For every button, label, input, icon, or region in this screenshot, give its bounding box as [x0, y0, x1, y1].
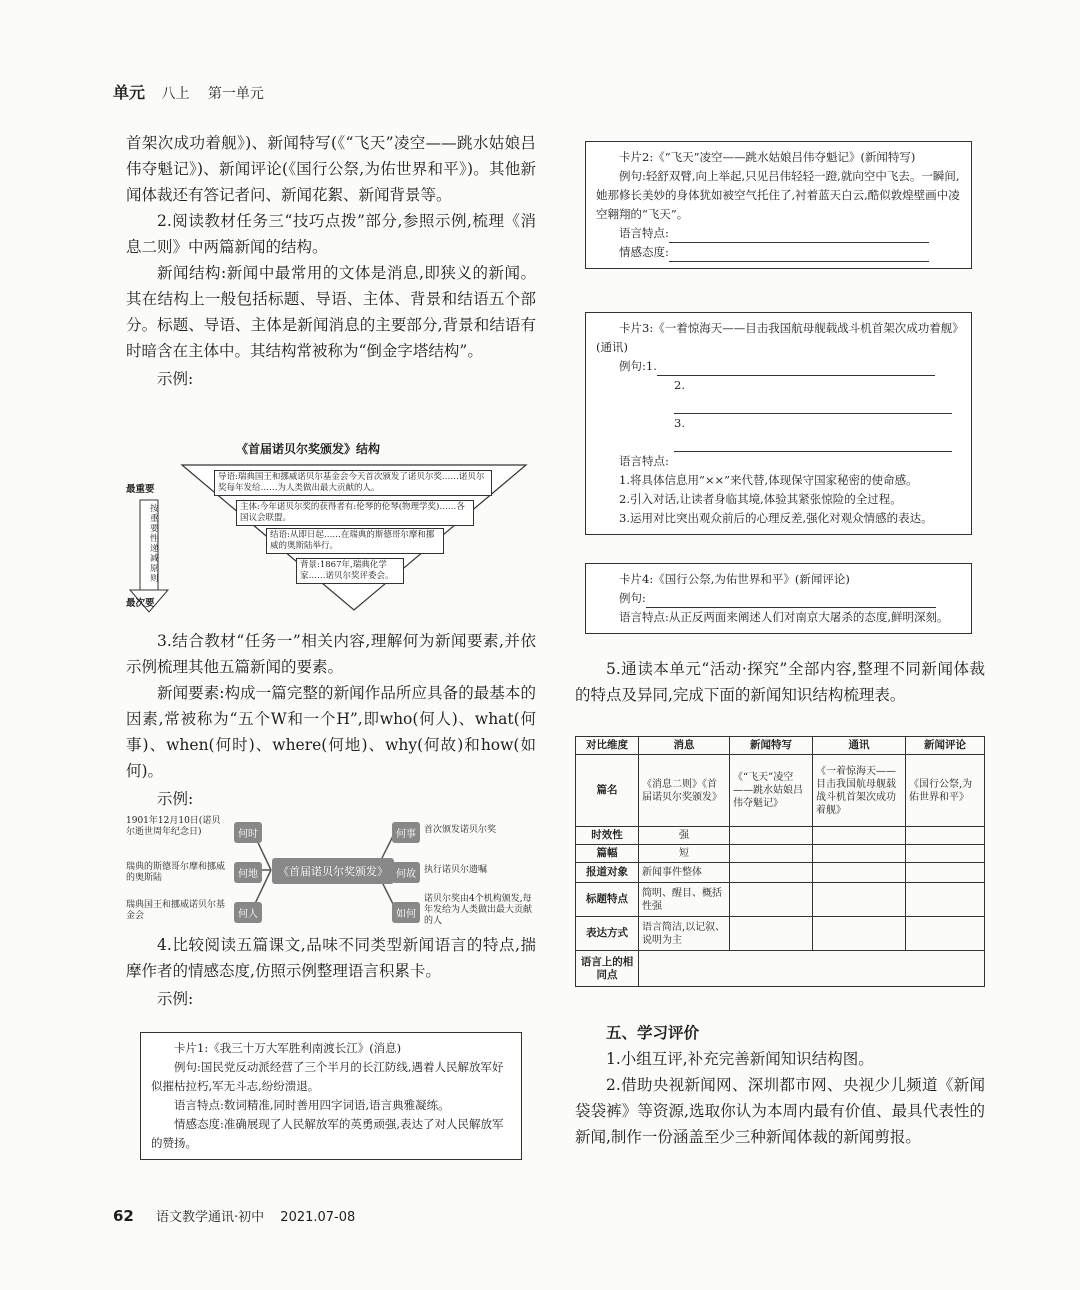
table-cell[interactable] [813, 845, 906, 863]
table-cell: 标题特点 [576, 883, 639, 917]
elements-mindmap [126, 812, 536, 930]
card1-title: 卡片1:《我三十万大军胜利南渡长江》(消息) [174, 1041, 402, 1055]
body-block: 主体:今年诺贝尔奖的获得者有:伦琴的伦琴(物理学奖)……各国议会联盟。 [236, 500, 474, 526]
lead-block: 导语:瑞典国王和挪威诺贝尔基金会今天首次颁发了诺贝尔奖……诺贝尔奖每年发给……为人类做出最大贡献的人。 [214, 470, 492, 496]
knowledge-table-wrap [575, 736, 985, 987]
card3-blank-2 [674, 401, 952, 414]
table-cell[interactable] [813, 883, 906, 917]
journal-name: 语文教学通讯·初中 [156, 1210, 265, 1225]
card4-example: 例句: [619, 591, 646, 605]
card2-emotion: 情感态度: [619, 245, 669, 259]
how-text: 诺贝尔奖由4个机构颁发,每年发给为人类做出最大贡献的人 [424, 894, 533, 926]
why-node: 何故 [392, 862, 420, 883]
evaluation-item-2: 2.借助央视新闻网、深圳都市网、央视少儿频道《新闻袋袋裤》等资源,选取你认为本周内最有价值、最具代表性的新闻,制作一份涵盖至少三种新闻体裁的新闻剪报。 [575, 1076, 985, 1146]
card3-n3: 3. [674, 416, 685, 430]
example-label-1: 示例: [157, 370, 194, 388]
table-cell: 篇幅 [576, 845, 639, 863]
evaluation-item-1: 1.小组互评,补充完善新闻知识结构图。 [606, 1050, 874, 1068]
table-cell: 短 [639, 845, 730, 863]
th-comment: 新闻评论 [906, 737, 985, 755]
card3-point-1: 1.将具体信息用“××”来代替,体现保守国家秘密的使命感。 [619, 473, 918, 487]
card-3 [585, 312, 972, 535]
card3-point-2: 2.引入对话,让读者身临其境,体验其紧张惊险的全过程。 [619, 492, 902, 506]
card3-point-3: 3.运用对比突出观众前后的心理反差,强化对观众情感的表达。 [619, 511, 933, 525]
card4-title: 卡片4:《国行公祭,为佑世界和平》(新闻评论) [619, 572, 850, 586]
table-cell: 语言简洁,以记叙、说明为主 [639, 917, 730, 951]
most-important-label: 最重要 [126, 484, 155, 495]
table-row [576, 755, 985, 827]
section-title-evaluation: 五、学习评价 [606, 1024, 700, 1042]
card3-title: 卡片3:《一着惊海天——目击我国航母舰载战斗机首架次成功着舰》(通讯) [596, 321, 958, 354]
table-cell: 强 [639, 827, 730, 845]
table-cell: 《一着惊海天——目击我国航母舰载战斗机首架次成功着舰》 [813, 755, 906, 827]
example-label-3: 示例: [157, 990, 194, 1008]
where-node: 何地 [234, 862, 262, 883]
grade-label: 八上 [161, 86, 190, 102]
paragraph-task5: 5.通读本单元“活动·探究”全部内容,整理不同新闻体裁的特点及异同,完成下面的新闻知识结构梳理表。 [575, 660, 985, 704]
running-header [113, 80, 264, 103]
unit-label: 单元 [113, 83, 146, 102]
table-cell: 报道对象 [576, 863, 639, 883]
paragraph-structure: 新闻结构:新闻中最常用的文体是消息,即狭义的新闻。其在结构上一般包括标题、导语、主体、背景和结语五个部分。标题、导语、主体是新闻消息的主要部分,背景和结语有时暗含在主体中。其结构常被称为“倒金字塔结构”。 [126, 264, 536, 360]
th-news: 消息 [639, 737, 730, 755]
card2-example: 例句:轻舒双臂,向上举起,只见吕伟轻轻一蹬,就向空中飞去。一瞬间,她那修长美妙的身体犹如被空气托住了,衬着蓝天白云,酷似敦煌壁画中凌空翱翔的“飞天”。 [596, 169, 960, 221]
table-row [576, 863, 985, 883]
arrow-label: 按重要性递减原则 [150, 504, 159, 584]
card2-language-blank [669, 230, 929, 243]
card-2 [585, 141, 972, 269]
table-cell: 语言上的相同点 [576, 951, 639, 987]
table-cell[interactable] [639, 951, 985, 987]
background-block: 背景:1867年,瑞典化学家……诺贝尔奖评委会。 [296, 558, 404, 584]
card-4 [585, 563, 972, 634]
paragraph-genres: 首架次成功着舰》)、新闻特写(《“飞天”凌空——跳水姑娘吕伟夺魁记》)、新闻评论(《国行公祭,为佑世界和平》)。其他新闻体裁还有答记者问、新闻花絮、新闻背景等。 [126, 134, 536, 204]
card3-blank-1 [657, 363, 935, 376]
table-cell[interactable] [906, 883, 985, 917]
paragraph-elements: 新闻要素:构成一篇完整的新闻作品所应具备的最基本的因素,常被称为“五个W和一个H”,即who(何人)、what(何事)、when(何时)、where(何地)、why(何故)和how(如何)。 [126, 684, 536, 780]
paragraph-task3: 3.结合教材“任务一”相关内容,理解何为新闻要素,并依示例梳理其他五篇新闻的要素。 [126, 632, 536, 676]
table-cell: 简明、醒目、概括性强 [639, 883, 730, 917]
pyramid-diagram [126, 440, 536, 620]
card3-blank-3 [674, 439, 952, 452]
left-column-2 [126, 628, 536, 812]
mindmap-center: 《首届诺贝尔奖颁发》 [272, 858, 394, 884]
card-1 [140, 1032, 522, 1160]
left-column [126, 130, 536, 392]
pyramid-title: 《首届诺贝尔奖颁发》结构 [236, 442, 381, 456]
table-cell[interactable] [730, 883, 813, 917]
card2-language: 语言特点: [619, 226, 669, 240]
who-text: 瑞典国王和挪威诺贝尔基金会 [126, 900, 226, 921]
issue-date: 2021.07-08 [280, 1210, 356, 1225]
what-node: 何事 [392, 822, 420, 843]
table-header-row [576, 737, 985, 755]
example-label-2: 示例: [157, 790, 194, 808]
card3-n2: 2. [674, 378, 685, 392]
table-cell[interactable] [813, 863, 906, 883]
where-text: 瑞典的斯德哥尔摩和挪威的奥斯陆 [126, 862, 226, 883]
ending-block: 结语:从即日起……在瑞典的斯德哥尔摩和挪威的奥斯陆举行。 [266, 528, 444, 554]
card4-blank [646, 595, 936, 608]
paragraph-task4: 4.比较阅读五篇课文,品味不同类型新闻语言的特点,揣摩作者的情感态度,仿照示例整理语言积累卡。 [126, 936, 536, 980]
table-cell[interactable] [730, 827, 813, 845]
unit-name: 第一单元 [207, 86, 264, 102]
page-number: 62 [113, 1207, 134, 1225]
table-cell[interactable] [906, 863, 985, 883]
knowledge-table [575, 736, 985, 987]
table-row [576, 917, 985, 951]
table-cell[interactable] [813, 917, 906, 951]
table-cell: 《消息二则》《首届诺贝尔奖颁发》 [639, 755, 730, 827]
card3-example: 例句:1. [619, 359, 657, 373]
card1-language: 语言特点:数词精准,同时善用四字词语,语言典雅凝练。 [174, 1098, 450, 1112]
how-node: 如何 [392, 902, 420, 923]
paragraph-task2: 2.阅读教材任务三“技巧点拨”部分,参照示例,梳理《消息二则》中两篇新闻的结构。 [126, 212, 536, 256]
card3-language: 语言特点: [619, 454, 669, 468]
why-text: 执行诺贝尔遗嘱 [424, 865, 488, 875]
table-cell: 《国行公祭,为佑世界和平》 [906, 755, 985, 827]
th-report: 通讯 [813, 737, 906, 755]
table-cell[interactable] [730, 917, 813, 951]
table-cell: 篇名 [576, 755, 639, 827]
who-node: 何人 [234, 902, 262, 923]
table-cell[interactable] [813, 827, 906, 845]
table-row [576, 883, 985, 917]
evaluation-section [575, 1020, 985, 1150]
table-cell[interactable] [730, 863, 813, 883]
table-cell[interactable] [906, 917, 985, 951]
card1-emotion: 情感态度:准确展现了人民解放军的英勇顽强,表达了对人民解放军的赞扬。 [151, 1117, 504, 1150]
page-footer [113, 1206, 355, 1225]
table-row [576, 845, 985, 863]
when-text: 1901年12月10日(诺贝尔逝世周年纪念日) [126, 816, 221, 837]
card4-language: 语言特点:从正反两面来阐述人们对南京大屠杀的态度,鲜明深刻。 [619, 610, 949, 624]
table-cell[interactable] [906, 827, 985, 845]
table-cell: 新闻事件整体 [639, 863, 730, 883]
table-cell[interactable] [906, 845, 985, 863]
th-feature: 新闻特写 [730, 737, 813, 755]
right-column-text [575, 656, 985, 708]
table-cell: 时效性 [576, 827, 639, 845]
table-row [576, 827, 985, 845]
table-cell[interactable] [730, 845, 813, 863]
table-cell: 表达方式 [576, 917, 639, 951]
card2-title: 卡片2:《“飞天”凌空——跳水姑娘吕伟夺魁记》(新闻特写) [619, 150, 916, 164]
card1-example: 例句:国民党反动派经营了三个半月的长江防线,遇着人民解放军好似摧枯拉朽,军无斗志,纷纷溃退。 [151, 1060, 504, 1093]
when-node: 何时 [234, 822, 262, 843]
card2-emotion-blank [669, 249, 929, 262]
what-text: 首次颁发诺贝尔奖 [424, 825, 497, 835]
left-column-3 [126, 932, 536, 1012]
th-dimension: 对比维度 [576, 737, 639, 755]
table-row [576, 951, 985, 987]
least-important-label: 最次要 [126, 598, 155, 609]
table-cell: 《“飞天”凌空——跳水姑娘吕伟夺魁记》 [730, 755, 813, 827]
